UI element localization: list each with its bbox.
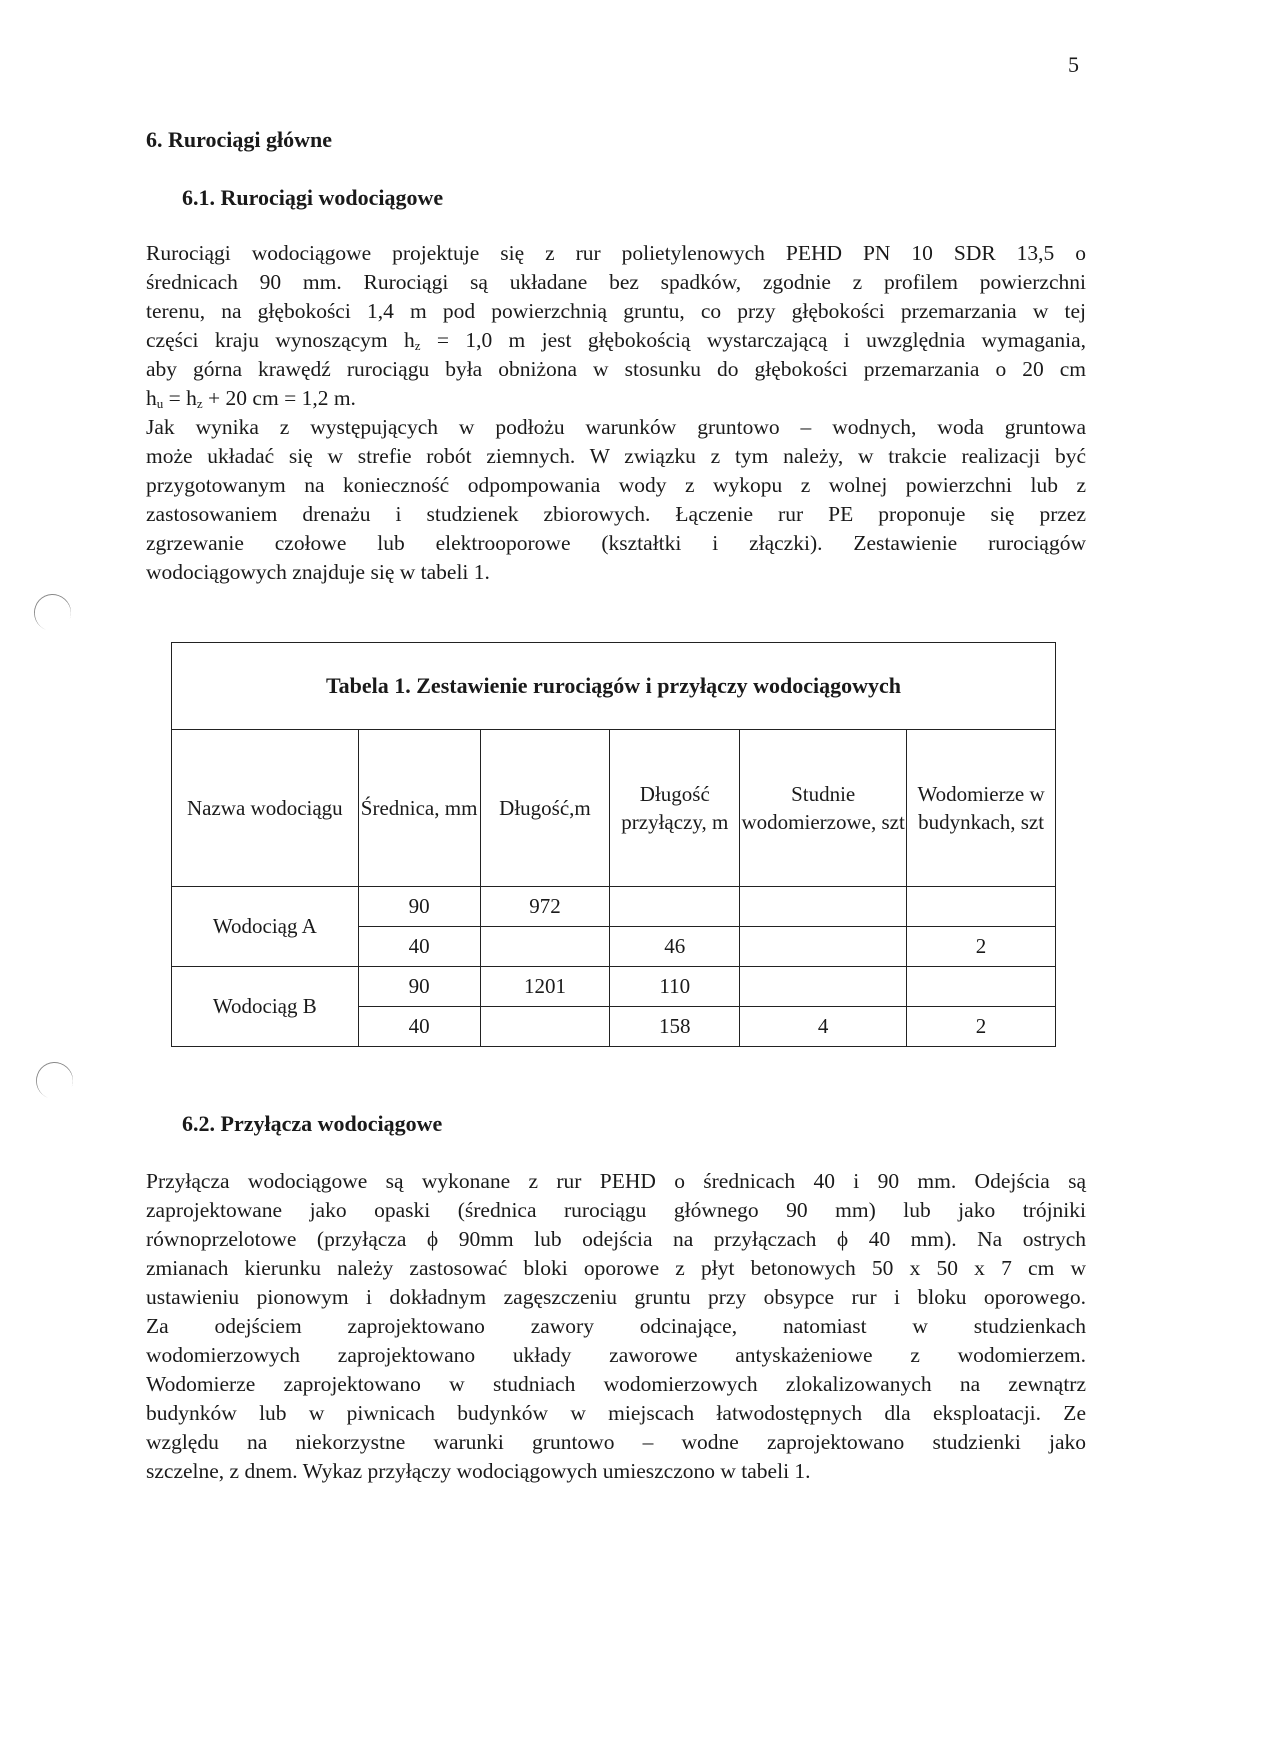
header-cell: Długość przyłączy, m bbox=[610, 730, 740, 887]
table-cell: 40 bbox=[358, 927, 480, 967]
table-cell: Wodociąg B bbox=[172, 967, 359, 1047]
text-line: równoprzelotowe (przyłącza ϕ 90mm lub odejścia na przyłączach ϕ 40 mm). Na ostrych bbox=[146, 1227, 1086, 1251]
text-line: względu na niekorzystne warunki gruntowo – wodne zaprojektowano studzienki jako bbox=[146, 1430, 1086, 1454]
table-cell: 46 bbox=[610, 927, 740, 967]
header-cell: Średnica, mm bbox=[358, 730, 480, 887]
header-cell: Długość,m bbox=[480, 730, 610, 887]
table-cell bbox=[740, 967, 907, 1007]
section-6-1-title: 6.1. Rurociągi wodociągowe bbox=[182, 185, 444, 210]
section-6-2-title: 6.2. Przyłącza wodociągowe bbox=[182, 1111, 443, 1136]
text-line: Jak wynika z występujących w podłożu warunków gruntowo – wodnych, woda gruntowa bbox=[146, 415, 1086, 439]
text-line: zmianach kierunku należy zastosować bloki oporowe z płyt betonowych 50 x 50 x 7 cm w bbox=[146, 1256, 1086, 1280]
table-cell bbox=[610, 887, 740, 927]
table-cell: 2 bbox=[907, 927, 1056, 967]
text-line: wodomierzowych zaprojektowano układy zaworowe antyskażeniowe z wodomierzem. bbox=[146, 1343, 1086, 1367]
text-line: $h_u = h_z + 20$ cm = 1,2 m. bbox=[146, 386, 356, 411]
text-line: może układać się w strefie robót ziemnych. W związku z tym należy, w trakcie realizacji być bbox=[146, 444, 1086, 468]
table-cell bbox=[740, 887, 907, 927]
table-cell: 1201 bbox=[480, 967, 610, 1007]
paragraph-przylacza bbox=[146, 1167, 1086, 1486]
paragraph-rurociagi bbox=[146, 239, 1086, 587]
text-line: zgrzewanie czołowe lub elektrooporowe (kształtki i złączki). Zestawienie rurociągów bbox=[146, 531, 1086, 555]
table-cell bbox=[907, 887, 1056, 927]
table-cell bbox=[907, 967, 1056, 1007]
section-6-title: 6. Rurociągi główne bbox=[146, 127, 332, 152]
table-cell: 110 bbox=[610, 967, 740, 1007]
text-line: Przyłącza wodociągowe są wykonane z rur PEHD o średnicach 40 i 90 mm. Odejścia są bbox=[146, 1169, 1086, 1193]
text-line: zastosowaniem drenażu i studzienek zbiorowych. Łączenie rur PE proponuje się przez bbox=[146, 502, 1086, 526]
header-cell: Nazwa wodociągu bbox=[172, 730, 359, 887]
table-cell: 158 bbox=[610, 1007, 740, 1047]
water-pipes-table bbox=[171, 642, 1056, 1047]
punch-hole-mark bbox=[29, 589, 76, 636]
table-cell: 4 bbox=[740, 1007, 907, 1047]
text-line: średnicach 90 mm. Rurociągi są układane bez spadków, zgodnie z profilem powierzchni bbox=[146, 270, 1086, 294]
text-line: budynków lub w piwnicach budynków w miejscach łatwodostępnych dla eksploatacji. Ze bbox=[146, 1401, 1086, 1425]
table-cell: 90 bbox=[358, 887, 480, 927]
table-row bbox=[172, 967, 1056, 1007]
text-line: Za odejściem zaprojektowano zawory odcinające, natomiast w studzienkach bbox=[146, 1314, 1086, 1338]
table-row bbox=[172, 887, 1056, 927]
punch-hole-mark bbox=[31, 1057, 78, 1104]
table-cell bbox=[740, 927, 907, 967]
text-line: ustawieniu pionowym i dokładnym zagęszczeniu gruntu przy obsypce rur i bloku oporowego. bbox=[146, 1285, 1086, 1309]
text-line: terenu, na głębokości 1,4 m pod powierzchnią gruntu, co przy głębokości przemarzania w tej bbox=[146, 299, 1086, 323]
table-cell: Wodociąg A bbox=[172, 887, 359, 967]
text-line: aby górna krawędź rurociągu była obniżona w stosunku do głębokości przemarzania o 20 cm bbox=[146, 357, 1086, 381]
table-cell: 90 bbox=[358, 967, 480, 1007]
header-cell: Studnie wodomierzowe, szt bbox=[740, 730, 907, 887]
text-line: części kraju wynoszącym $h_z = 1,0$ m jest głębokością wystarczającą i uwzględnia wymagania, bbox=[146, 328, 1087, 353]
table-cell bbox=[480, 1007, 610, 1047]
table-header-row bbox=[172, 730, 1056, 887]
table-cell: 2 bbox=[907, 1007, 1056, 1047]
text-line: wodociągowych znajduje się w tabeli 1. bbox=[146, 560, 490, 584]
table-cell: 972 bbox=[480, 887, 610, 927]
text-line: zaprojektowane jako opaski (średnica rurociągu głównego 90 mm) lub jako trójniki bbox=[146, 1198, 1086, 1222]
header-cell: Wodomierze w budynkach, szt bbox=[907, 730, 1056, 887]
text-line: przygotowanym na konieczność odpompowania wody z wykopu z wolnej powierzchni lub z bbox=[146, 473, 1086, 497]
page-number: 5 bbox=[1068, 52, 1079, 77]
table-cell bbox=[480, 927, 610, 967]
text-line: Wodomierze zaprojektowano w studniach wodomierzowych zlokalizowanych na zewnątrz bbox=[146, 1372, 1086, 1396]
text-line: Rurociągi wodociągowe projektuje się z rur polietylenowych PEHD PN 10 SDR 13,5 o bbox=[146, 241, 1086, 265]
text-line: szczelne, z dnem. Wykaz przyłączy wodociągowych umieszczono w tabeli 1. bbox=[146, 1459, 811, 1483]
table-cell: 40 bbox=[358, 1007, 480, 1047]
table-caption: Tabela 1. Zestawienie rurociągów i przyłączy wodociągowych bbox=[172, 643, 1056, 730]
